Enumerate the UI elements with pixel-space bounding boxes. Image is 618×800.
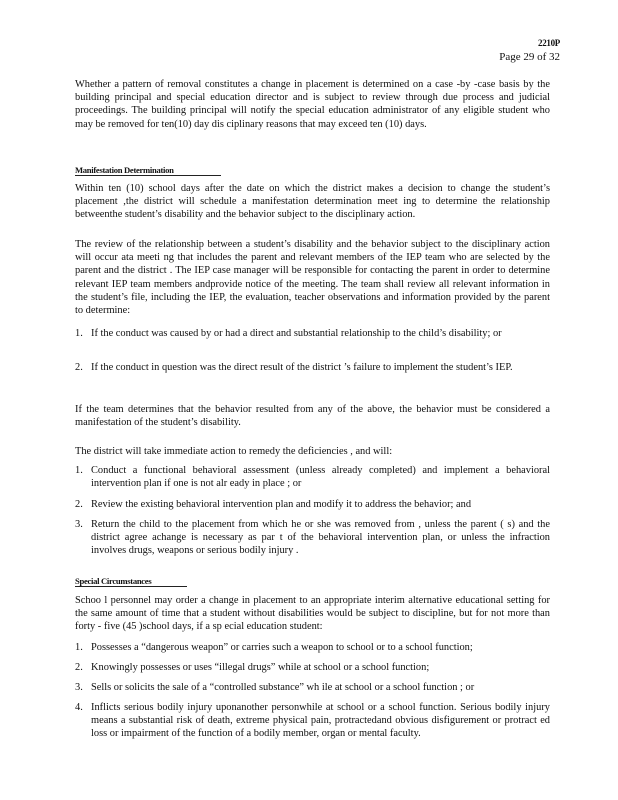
list-number: 2. <box>75 499 83 510</box>
list-number: 1. <box>75 465 83 476</box>
paragraph-manifestation-result: If the team determines that the behavior resulted from any of the above, the behavior must be considered a manifestation of the student’s disability. <box>75 404 550 429</box>
list-text: Possesses a “dangerous weapon” or carries such a weapon to school or to a school function; <box>91 642 473 653</box>
paragraph-removal-pattern: Whether a pattern of removal constitutes a change in placement is determined on a case -by -case basis by the building principal and special education director and is subject to review through due process and judicial proceedings. The building principal will notify the special education administrator of any eligible student who may be removed for ten(10) day dis ciplinary reasons that may exceed ten (10) days. <box>75 79 550 130</box>
section-heading-special-circumstances: Special Circumstances <box>75 576 152 586</box>
list-number: 1. <box>75 328 83 339</box>
paragraph-district-remedy: The district will take immediate action to remedy the deficiencies , and will: <box>75 446 393 457</box>
list-number: 2. <box>75 662 83 673</box>
list-number: 2. <box>75 362 83 373</box>
list-number: 4. <box>75 702 83 713</box>
section-heading-manifestation: Manifestation Determination <box>75 165 174 175</box>
list-text: If the conduct in question was the direct result of the district ’s failure to implement the student’s IEP. <box>91 362 513 373</box>
list-number: 1. <box>75 642 83 653</box>
list-number: 3. <box>75 519 83 530</box>
list-text: Knowingly possesses or uses “illegal drugs” while at school or a school function; <box>91 662 430 673</box>
list-number: 3. <box>75 682 83 693</box>
section-underline <box>75 586 187 587</box>
page-number: Page 29 of 32 <box>499 51 560 63</box>
list-text: If the conduct was caused by or had a direct and substantial relationship to the child’s disability; or <box>91 328 502 339</box>
list-text: Sells or solicits the sale of a “controlled substance” wh ile at school or a school function ; or <box>91 682 475 693</box>
paragraph-special-circumstances: Schoo l personnel may order a change in placement to an appropriate interim alternative educational setting for the same amount of time that a student without disabilities would be subject to discipline, but for not more than forty - five (45 )school days, if a sp ecial education student: <box>75 595 550 633</box>
paragraph-manifestation-schedule: Within ten (10) school days after the date on which the district makes a decision to change the student’s placement ,the district will schedule a manifestation determination meet ing to determine the relationship betweenthe student’s disability and the behavior subject to the disciplinary action. <box>75 183 550 221</box>
list-text: Review the existing behavioral intervention plan and modify it to address the behavior; and <box>91 499 472 510</box>
policy-code: 2210P <box>538 38 560 48</box>
section-underline <box>75 175 221 176</box>
list-text: Return the child to the placement from which he or she was removed from , unless the parent ( s) and the district agree achange is necessary as par t of the behavioral intervention plan, or unless the infraction involves drugs, weapons or serious bodily injury . <box>91 519 550 557</box>
list-text: Inflicts serious bodily injury uponanother personwhile at school or a school function. Serious bodily injury means a substantial risk of death, extreme physical pain, protractedand obvious disfigurement or protract ed loss or impairment of the function of a bodily member, organ or mental faculty. <box>91 702 550 740</box>
list-text: Conduct a functional behavioral assessment (unless already completed) and implement a behavioral intervention plan if one is not alr eady in place ; or <box>91 465 550 490</box>
paragraph-review-relationship: The review of the relationship between a student’s disability and the behavior subject to the disciplinary action will occur ata meeti ng that includes the parent and relevant members of the IEP team who are selected by the parent and the district . The IEP case manager will be responsible for contacting the parent in order to determine relevant IEP team members andprovide notice of the meeting. The team shall review all relevant information in the student’s file, including the IEP, the evaluation, teacher observations and information provided by the parent to determine: <box>75 239 550 317</box>
